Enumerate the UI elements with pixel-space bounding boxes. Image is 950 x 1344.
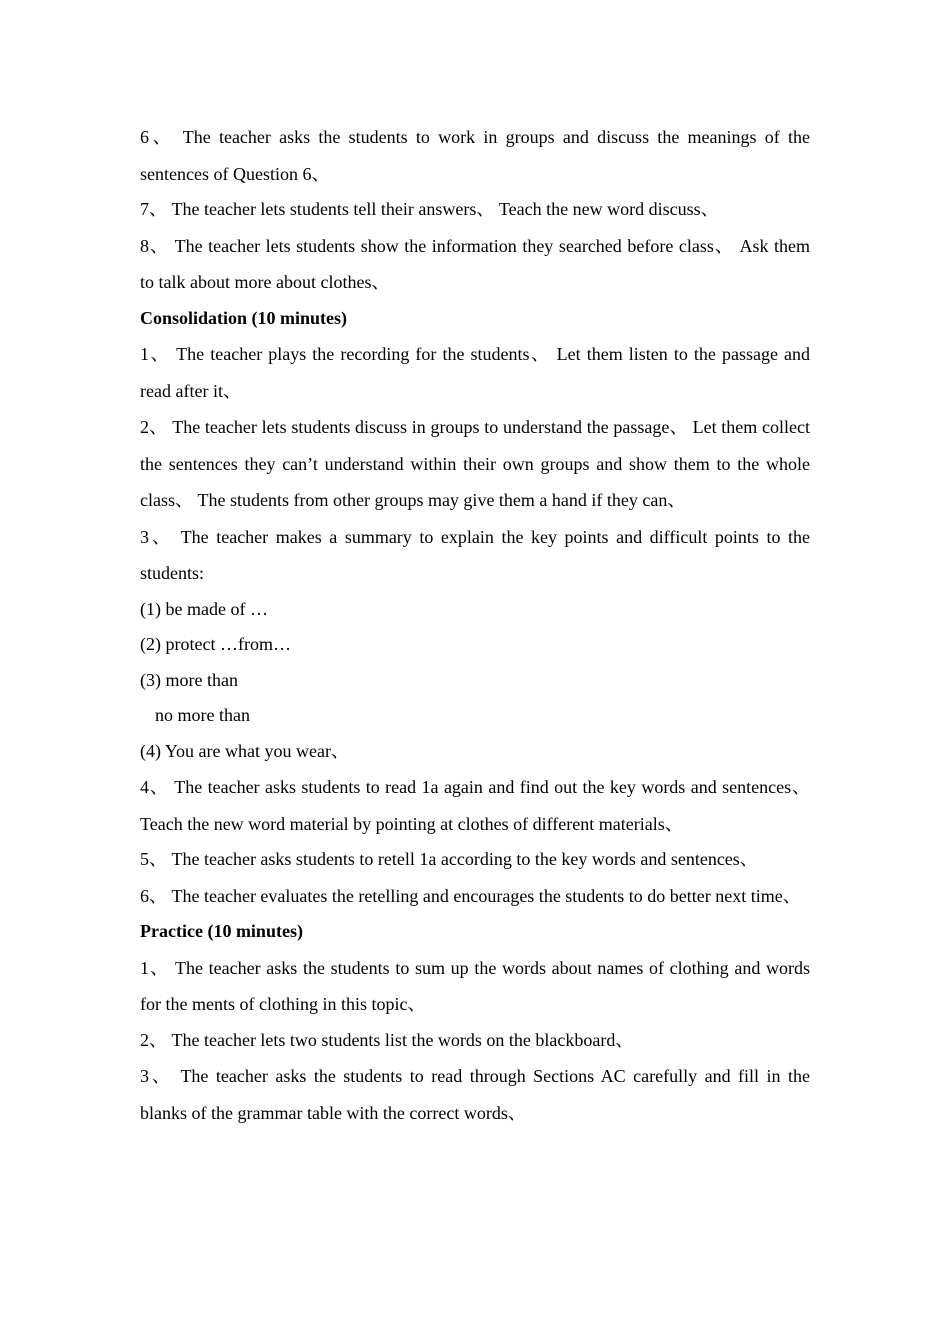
paragraph: 2、 The teacher lets two students list the words on the blackboard、 — [140, 1029, 634, 1050]
list-item: (4) You are what you wear、 — [140, 740, 349, 761]
section-heading: Practice (10 minutes) — [140, 921, 303, 941]
paragraph: 6、 The teacher evaluates the retelling and encourages the students to do better next time、 — [140, 885, 801, 906]
paragraph: 6、 The teacher asks the students to work in groups and discuss the meanings of the sentences of Question 6、 — [140, 127, 810, 184]
paragraph: 7、 The teacher lets students tell their answers、 Teach the new word discuss、 — [140, 199, 719, 219]
paragraph: 2、 The teacher lets students discuss in groups to understand the passage、 Let them collect the sentences they can’t understand within their own groups and show them to the whole class、 The students from other groups may give them a hand if they can、 — [140, 417, 810, 510]
list-item: (1) be made of … — [140, 598, 268, 619]
list-item: no more than — [155, 705, 250, 725]
paragraph: 1、 The teacher asks the students to sum up the words about names of clothing and words for the ments of clothing in this topic、 — [140, 957, 810, 1014]
paragraph: 3、 The teacher asks the students to read through Sections AC carefully and fill in the blanks of the grammar table with the correct words、 — [140, 1066, 810, 1123]
section-heading: Consolidation (10 minutes) — [140, 307, 348, 328]
paragraph: 3、 The teacher makes a summary to explain the key points and difficult points to the students: — [140, 526, 810, 583]
list-item: (3) more than — [140, 669, 238, 690]
paragraph: 8、 The teacher lets students show the information they searched before class、 Ask them to talk about more about clothes、 — [140, 235, 810, 292]
paragraph: 5、 The teacher asks students to retell 1a according to the key words and sentences、 — [140, 849, 758, 869]
paragraph: 1、 The teacher plays the recording for the students、 Let them listen to the passage and read after it、 — [140, 344, 810, 401]
list-item: (2) protect …from… — [140, 634, 291, 654]
paragraph: 4、 The teacher asks students to read 1a again and find out the key words and sentences、 Teach the new word material by pointing at clothes of different materials、 — [140, 777, 810, 834]
document-body — [140, 119, 810, 1131]
